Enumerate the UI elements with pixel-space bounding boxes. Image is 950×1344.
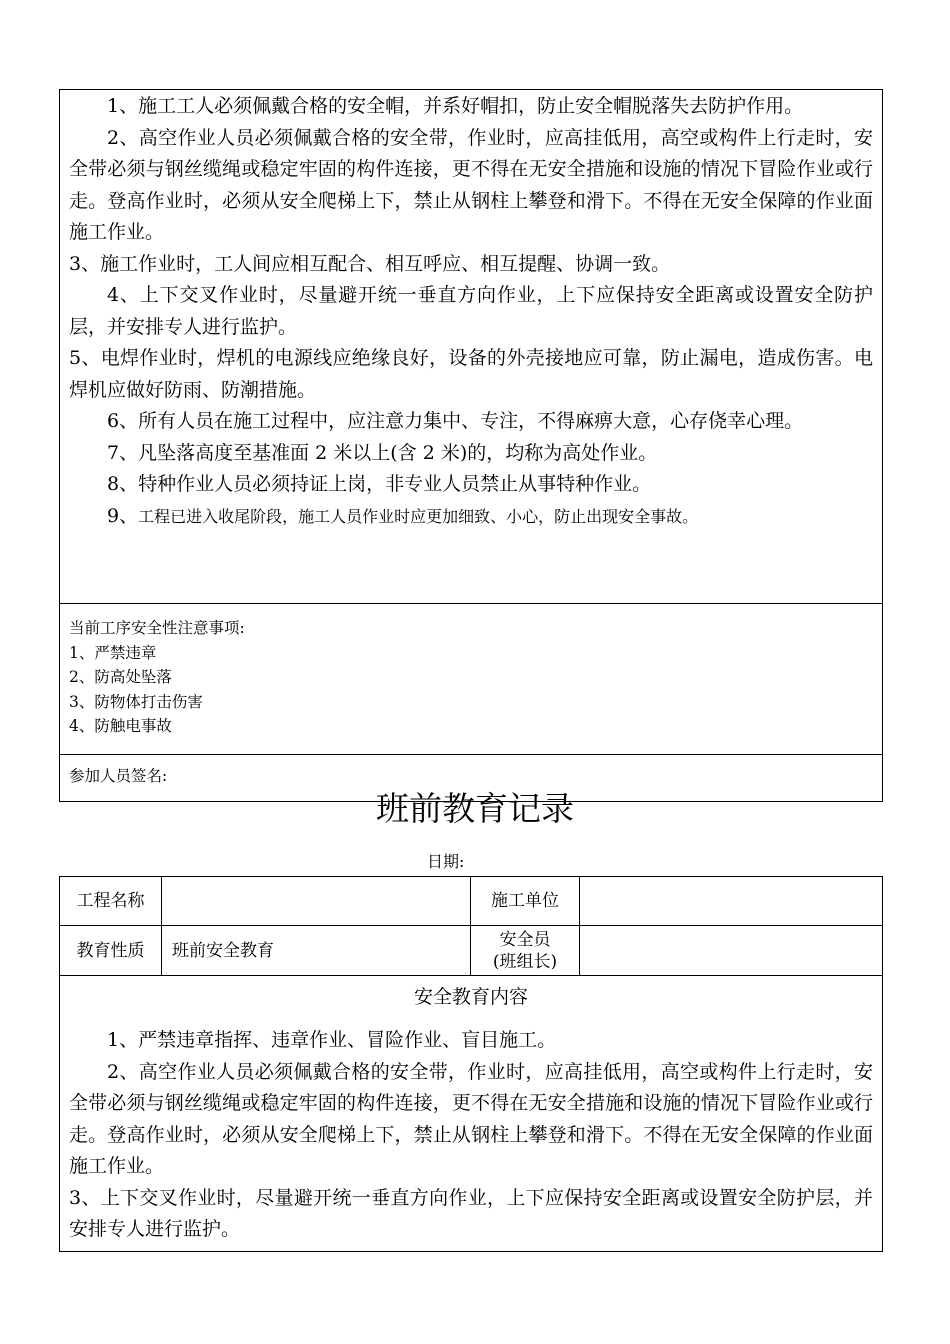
safety-note-4: 4、防触电事故	[69, 717, 172, 735]
safety-notes-heading: 当前工序安全性注意事项:	[69, 619, 245, 637]
top-section-box	[59, 89, 883, 802]
top-item-9-number: 9、	[107, 504, 139, 527]
record-table	[59, 876, 883, 1252]
divider-notes	[60, 603, 882, 604]
signature-label: 参加人员签名:	[69, 767, 168, 785]
top-item-6: 6、所有人员在施工过程中，应注意力集中、专注，不得麻痹大意，心存侥幸心理。	[107, 410, 804, 432]
content-item-3: 3、上下交叉作业时，尽量避开统一垂直方向作业，上下应保持安全距离或设置安全防护层，并安排专人进行监护。	[69, 1186, 873, 1240]
top-item-5: 5、电焊作业时，焊机的电源线应绝缘良好，设备的外壳接地应可靠，防止漏电，造成伤害。电焊机应做好防雨、防潮措施。	[69, 347, 873, 401]
construction-unit-label: 施工单位	[491, 891, 559, 911]
top-item-9	[69, 501, 873, 533]
construction-unit-field[interactable]	[580, 877, 882, 925]
top-item-2: 2、高空作业人员必须佩戴合格的安全带，作业时，应高挂低用，高空或构件上行走时，安全带必须与钢丝缆绳或稳定牢固的构件连接，更不得在无安全措施和设施的情况下冒险作业或行走。登高作业时，必须从安全爬梯上下，禁止从钢柱上攀登和滑下。不得在无安全保障的作业面施工作业。	[69, 126, 873, 243]
top-item-1: 1、施工工人必须佩戴合格的安全帽，并系好帽扣，防止安全帽脱落失去防护作用。	[107, 95, 804, 117]
top-section-content	[69, 91, 873, 532]
date-label: 日期:	[427, 852, 465, 871]
divider-signature	[60, 754, 882, 755]
safety-officer-label-line2: (班组长)	[492, 951, 558, 972]
education-type-label: 教育性质	[76, 940, 145, 961]
top-item-4: 4、上下交叉作业时，尽量避开统一垂直方向作业，上下应保持安全距离或设置安全防护层，并安排专人进行监护。	[69, 284, 873, 338]
safety-note-2: 2、防高处坠落	[69, 668, 172, 686]
education-type-field[interactable]: 班前安全教育	[172, 940, 274, 961]
safety-officer-label	[471, 926, 579, 975]
top-item-7: 7、凡坠落高度至基准面 2 米以上(含 2 米)的，均称为高处作业。	[107, 441, 658, 464]
project-name-label: 工程名称	[76, 891, 145, 911]
safety-note-3: 3、防物体打击伤害	[69, 692, 203, 711]
row-divider-2	[60, 975, 882, 976]
content-heading: 安全教育内容	[413, 986, 528, 1008]
safety-note-1: 1、严禁违章	[69, 643, 157, 662]
content-item-2: 2、高空作业人员必须佩戴合格的安全带，作业时，应高挂低用，高空或构件上行走时，安全带必须与钢丝缆绳或稳定牢固的构件连接，更不得在无安全措施和设施的情况下冒险作业或行走。登高作业时，必须从安全爬梯上下，禁止从钢柱上攀登和滑下。不得在无安全保障的作业面施工作业。	[69, 1060, 873, 1177]
top-item-8: 8、特种作业人员必须持证上岗，非专业人员禁止从事特种作业。	[107, 473, 652, 495]
safety-notes	[69, 616, 869, 739]
education-content	[69, 1025, 873, 1246]
page-title: 班前教育记录	[376, 789, 574, 828]
top-item-3: 3、施工作业时，工人间应相互配合、相互呼应、相互提醒、协调一致。	[69, 252, 671, 275]
project-name-field[interactable]	[162, 877, 470, 925]
top-item-9-text: 工程已进入收尾阶段，施工人员作业时应更加细致、小心，防止出现安全事故。	[138, 506, 699, 526]
safety-officer-field[interactable]	[580, 926, 882, 975]
safety-officer-label-line1: 安全员	[499, 929, 551, 950]
content-item-1: 1、严禁违章指挥、违章作业、冒险作业、盲目施工。	[107, 1029, 557, 1051]
